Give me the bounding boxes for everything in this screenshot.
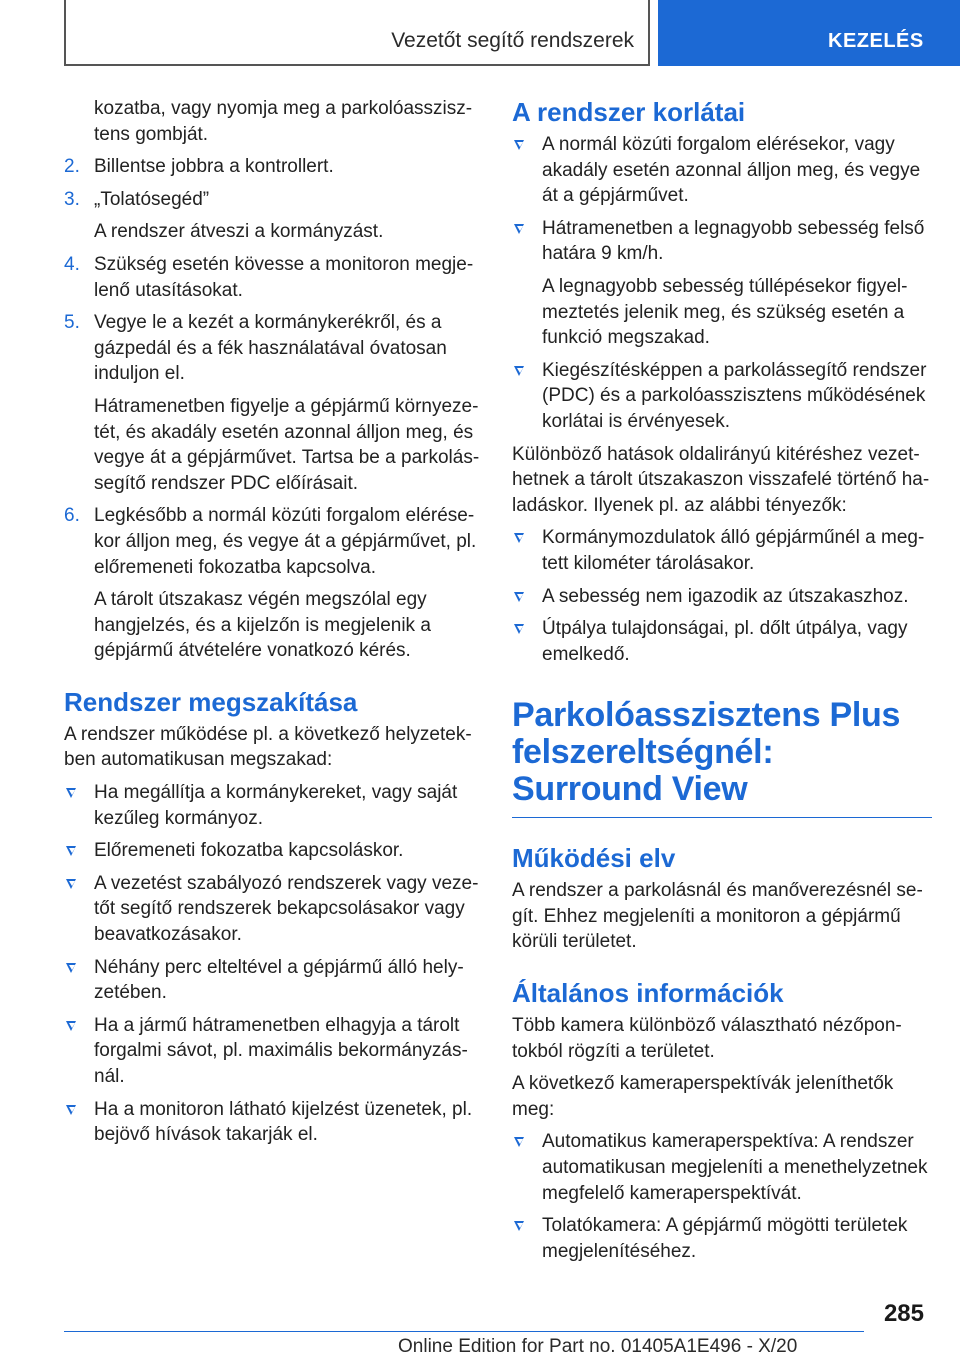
- triangle-bullet-icon: [64, 838, 94, 864]
- general-paragraph-2: A következő kameraperspektívák jeleníthetők meg:: [512, 1073, 894, 1120]
- bullet-text: Útpálya tulajdonságai, pl. dőlt útpálya, vagy emelkedő.: [542, 618, 908, 665]
- footer-edition: Online Edition for Part no. 01405A1E496 - X/20: [398, 1336, 798, 1357]
- step-number: 2.: [64, 156, 80, 178]
- triangle-bullet-icon: [512, 584, 542, 610]
- triangle-bullet-icon: [64, 1097, 94, 1148]
- step-text: Legkésőbb a normál közúti forgalom elérésekor álljon meg, és vegye át a gépjárművet, pl. előremeneti fokozatba kapcsolva.: [94, 505, 477, 578]
- triangle-bullet-icon: [64, 780, 94, 831]
- step-number: 6.: [64, 505, 80, 527]
- bullet-text: Előremeneti fokozatba kapcsoláskor.: [94, 840, 404, 862]
- bullet-text: Automatikus kameraperspektíva: A rendszer automatikusan megjeleníti a menethelyzetnek megfelelő kameraperspektívát.: [542, 1131, 928, 1204]
- header-frame: [64, 0, 650, 66]
- bullet-item: [64, 1097, 480, 1148]
- step-note: A tárolt útszakasz végén megszólal egy hangjelzés, és a kijelzőn is megjelenik a gépjármű átvételére vonatkozó kérés.: [94, 589, 431, 662]
- bullet-item: [64, 955, 480, 1006]
- step-item: [64, 503, 480, 580]
- step-number: 3.: [64, 188, 80, 210]
- bullet-text: Ha a jármű hátramenetben elhagyja a tárolt forgalmi sávot, pl. maximális bekormányzásnál.: [94, 1014, 468, 1087]
- deviation-paragraph: Különböző hatások oldalirányú kitéréshez vezethetnek a tárolt útszakaszon visszafelé történő haladáskor. Ilyenek pl. az alábbi tényezők:: [512, 443, 930, 516]
- bullet-item: [512, 616, 932, 667]
- bullet-text: Hátramenetben a legnagyobb sebesség felső határa 9 km/h.: [542, 217, 925, 265]
- step-number: 5.: [64, 312, 80, 334]
- bullet-item: [512, 1129, 932, 1206]
- bullet-item: [512, 584, 932, 610]
- triangle-bullet-icon: [512, 1213, 542, 1264]
- step-item: [64, 310, 480, 387]
- bullet-text: Kormánymozdulatok álló gépjárműnél a megtett kilométer tárolásakor.: [542, 527, 925, 574]
- step-text: Billentse jobbra a kontrollert.: [94, 156, 334, 178]
- bullet-text: A sebesség nem igazodik az útszakaszhoz.: [542, 585, 909, 607]
- right-column: [512, 96, 932, 1271]
- triangle-bullet-icon: [512, 1129, 542, 1206]
- principle-paragraph: A rendszer a parkolásnál és manőverezésnél segít. Ehhez megjeleníti a monitoron a gépjármű körüli területet.: [512, 880, 923, 953]
- general-bullet-list: [512, 1129, 932, 1264]
- step-note: A rendszer átveszi a kormányzást.: [94, 221, 384, 243]
- bullet-item: [512, 358, 932, 435]
- interrupt-heading: Rendszer megszakítása: [64, 686, 358, 717]
- bullet-text: A vezetést szabályozó rendszerek vagy vezetőt segítő rendszerek bekapcsolásakor vagy beavatkozásakor.: [94, 872, 479, 946]
- principle-heading: Működési elv: [512, 843, 676, 874]
- triangle-bullet-icon: [512, 216, 542, 267]
- step-text: Szükség esetén kövesse a monitoron megjelenő utasításokat.: [94, 253, 474, 301]
- limits-bullet-list: [512, 132, 932, 435]
- bullet-item: [64, 780, 480, 831]
- triangle-bullet-icon: [64, 1013, 94, 1090]
- bullet-item: [512, 216, 932, 267]
- step-note: Hátramenetben figyelje a gépjármű környezetét, és akadály esetén azonnal álljon meg, és vegye át a gépjárművet. Tartsa be a parkolássegítő rendszer PDC előírásait.: [94, 395, 480, 494]
- page-number: 285: [883, 1300, 924, 1327]
- steps-list: [64, 154, 480, 664]
- general-paragraph-1: Több kamera különböző választható nézőpontokból rögzíti a területet.: [512, 1015, 902, 1062]
- triangle-bullet-icon: [512, 616, 542, 667]
- step-item: [64, 187, 480, 213]
- chapter-tab[interactable]: [658, 0, 960, 66]
- triangle-bullet-icon: [512, 132, 542, 209]
- main-heading: Parkolóasszisztens Plus felszereltségnél: Surround View: [512, 697, 932, 818]
- step-item: [64, 252, 480, 303]
- step-number: 4.: [64, 253, 80, 275]
- bullet-text: A normál közúti forgalom elérésekor, vagy akadály esetén azonnal álljon meg, és vegye át a gépjárművet.: [542, 134, 921, 207]
- bullet-note: A legnagyobb sebesség túllépésekor figyelmeztetés jelenik meg, és szükség esetén a funkció megszakad.: [542, 275, 908, 349]
- interrupt-bullet-list: [64, 780, 480, 1148]
- limits-heading: A rendszer korlátai: [512, 97, 746, 127]
- bullet-item: [64, 838, 480, 864]
- chapter-tab-label: KEZELÉS: [828, 30, 924, 52]
- bullet-item: [512, 1213, 932, 1264]
- footer-divider: [64, 1331, 864, 1332]
- bullet-item: [512, 525, 932, 576]
- left-column: [64, 96, 480, 1155]
- intro-text: kozatba, vagy nyomja meg a parkolóasszisztens gombját.: [94, 98, 473, 145]
- step-text: „Tolatósegéd”: [94, 188, 210, 210]
- interrupt-intro: A rendszer működése pl. a következő helyzetekben automatikusan megszakad:: [64, 723, 472, 771]
- triangle-bullet-icon: [512, 525, 542, 576]
- deviation-bullet-list: [512, 525, 932, 667]
- triangle-bullet-icon: [64, 871, 94, 948]
- bullet-text: Ha megállítja a kormánykereket, vagy saját kezűleg kormányoz.: [94, 782, 458, 829]
- bullet-text: Kiegészítésképpen a parkolássegítő rendszer (PDC) és a parkolóasszisztens működésének korlátai is érvényesek.: [542, 359, 927, 432]
- triangle-bullet-icon: [64, 955, 94, 1006]
- bullet-item: [64, 1013, 480, 1090]
- step-text: Vegye le a kezét a kormánykerékről, és a gázpedál és a fék használatával óvatosan induljon el.: [94, 312, 447, 385]
- bullet-text: Ha a monitoron látható kijelzést üzenetek, pl. bejövő hívások takarják el.: [94, 1098, 473, 1146]
- bullet-text: Néhány perc elteltével a gépjármű álló helyzetében.: [94, 956, 464, 1004]
- step-item: [64, 154, 480, 180]
- triangle-bullet-icon: [512, 358, 542, 435]
- bullet-item: [64, 871, 480, 948]
- section-title: Vezetőt segítő rendszerek: [391, 29, 634, 52]
- general-heading: Általános információk: [512, 978, 784, 1009]
- bullet-text: Tolatókamera: A gépjármű mögötti területek megjelenítéséhez.: [542, 1215, 908, 1262]
- bullet-item: [512, 132, 932, 209]
